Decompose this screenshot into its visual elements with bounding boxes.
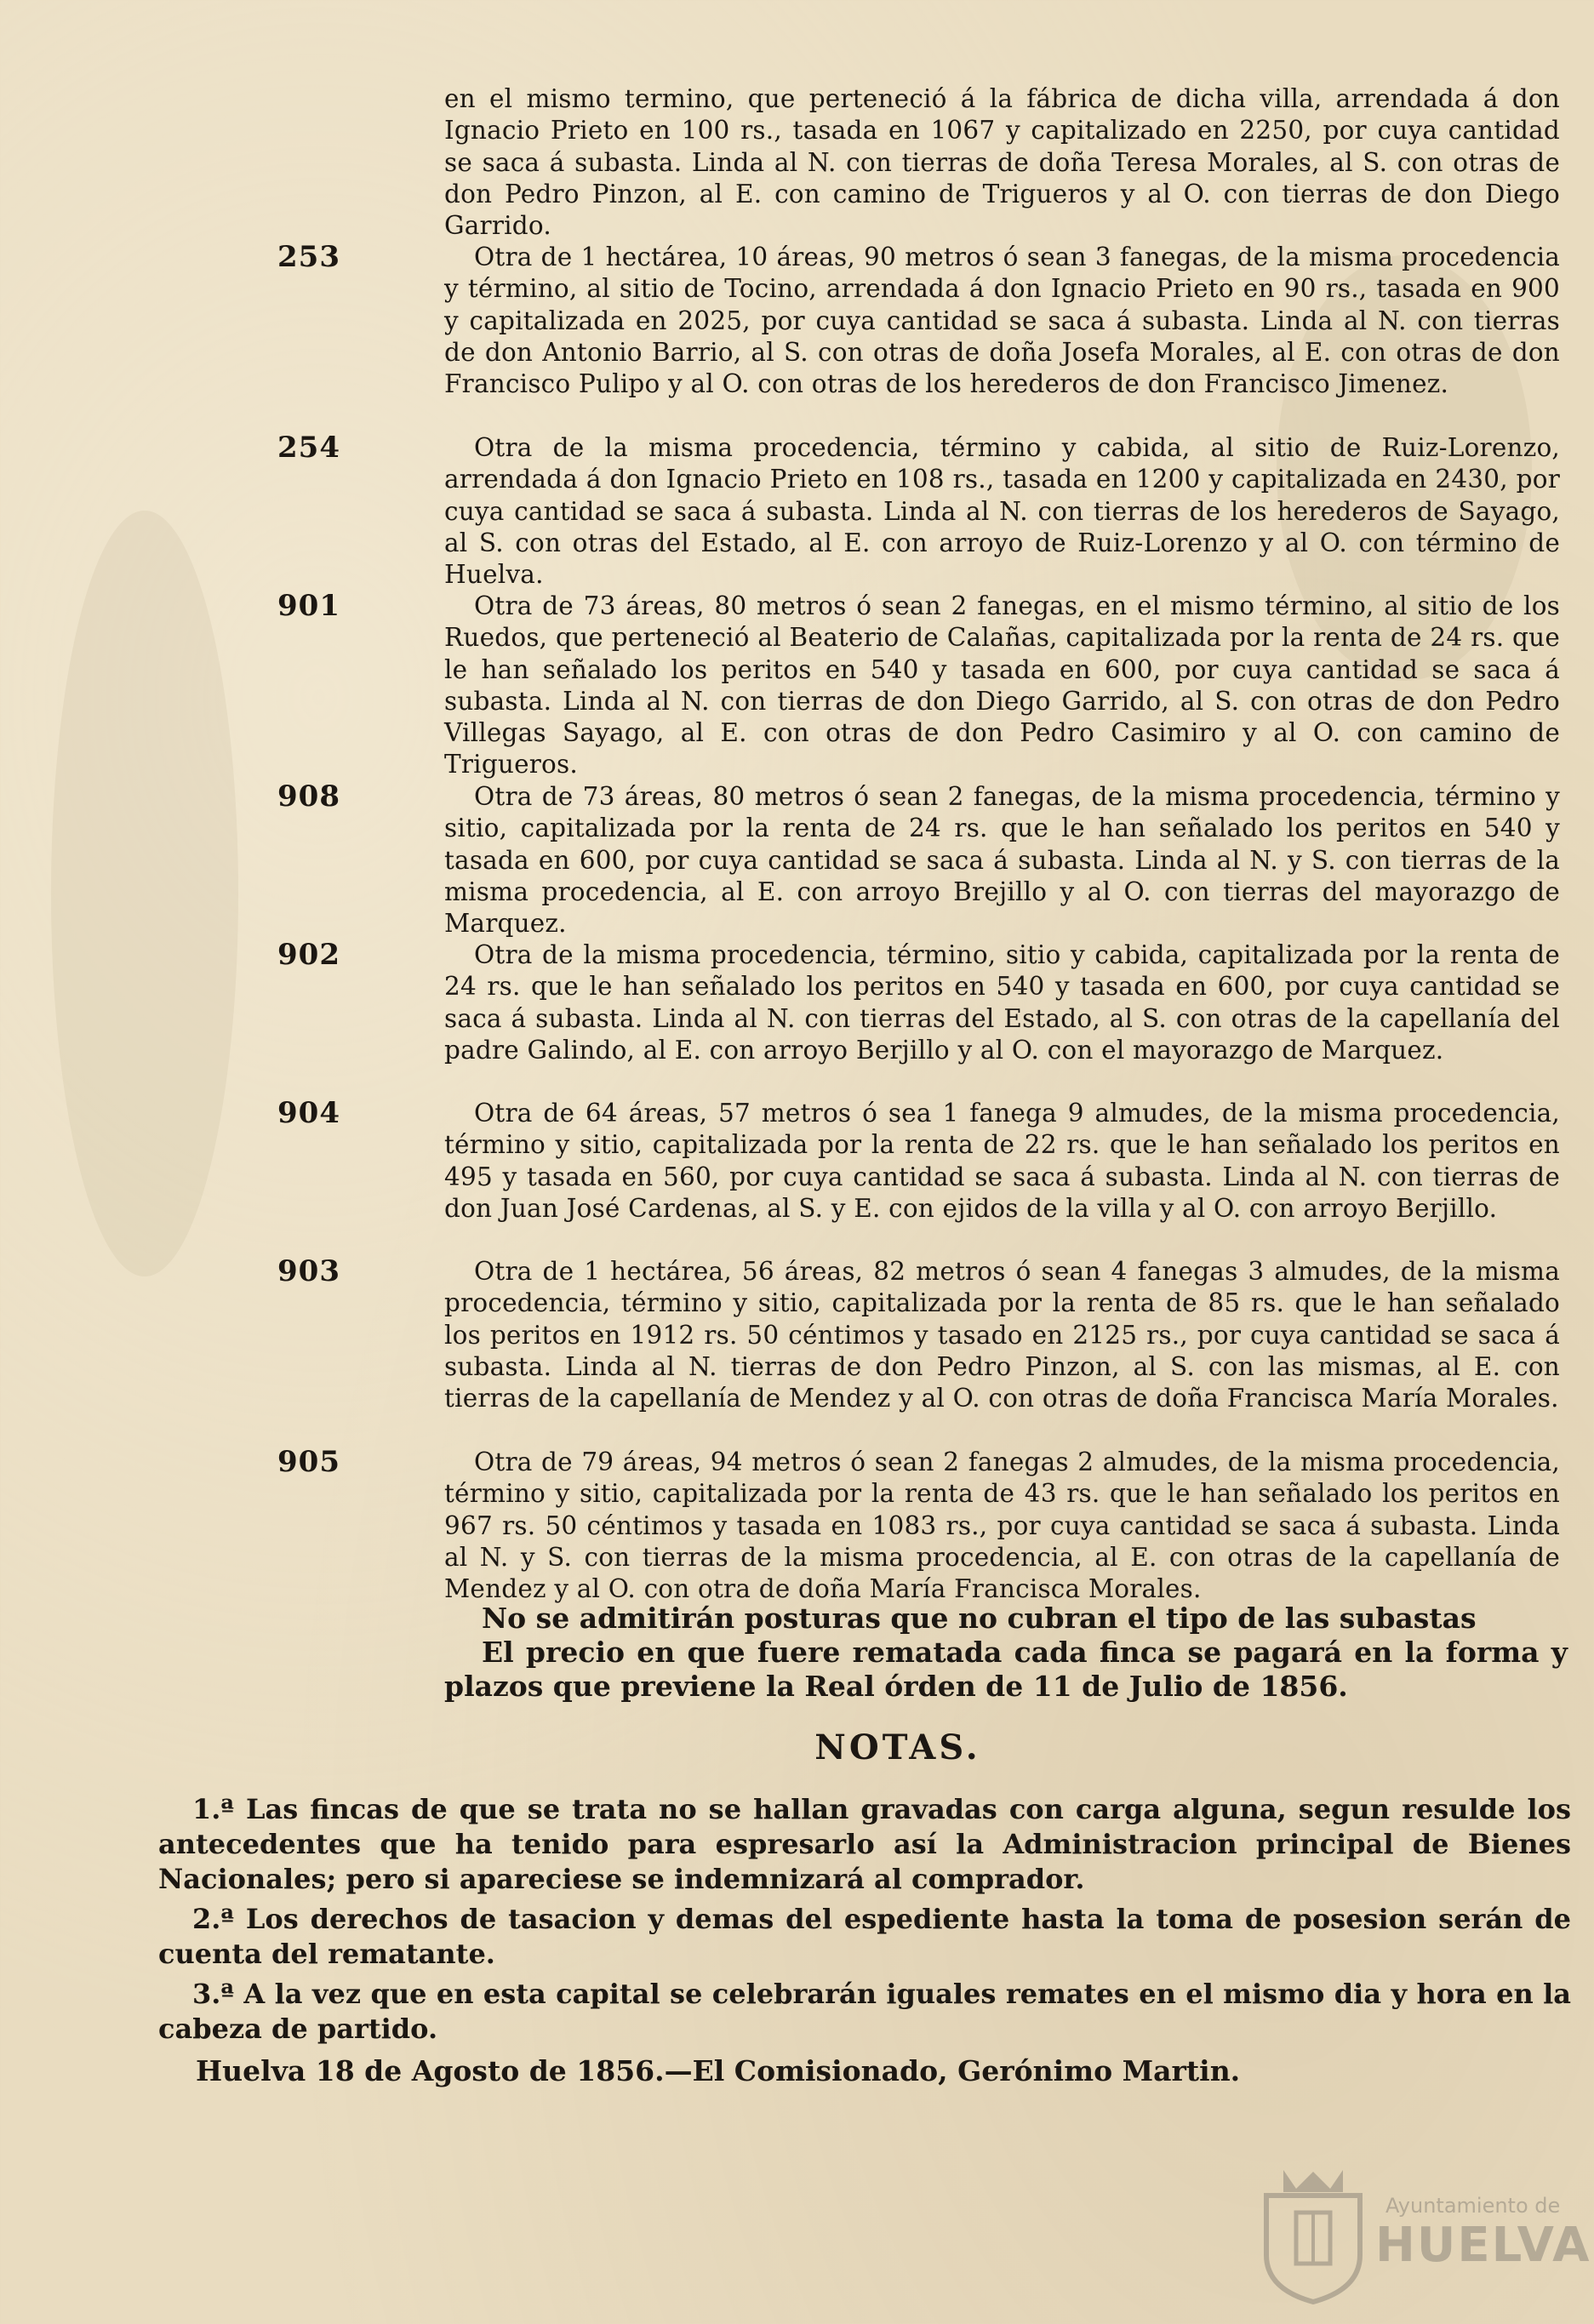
entry-continuation — [0, 83, 1594, 242]
entry-text: Otra de 73 áreas, 80 metros ó sean 2 fanegas, de la misma procedencia, término y sitio, capitalizada por la renta de 24 rs. que le han señalado los peritos en 540 y tasada en 600, por cuya cantidad se saca á subasta. Linda al N. y S. con tierras de la misma procedencia, al E. con arroyo Brejillo y al O. con tierras del mayorazgo de Marquez. — [444, 782, 1560, 939]
entry-text: Otra de la misma procedencia, término, sitio y cabida, capitalizada por la renta de 24 rs. que le han señalado los peritos en 540 y tasada en 600, por cuya cantidad se saca á subasta. Linda al N. con tierras del Estado, al S. con otras de la capellanía del padre Galindo, al E. con arroyo Berjillo y al O. con el mayorazgo de Marquez. — [444, 940, 1560, 1065]
entry-905 — [0, 1447, 1594, 1605]
entry-number: 903 — [277, 1254, 340, 1288]
notes-heading: NOTAS. — [814, 1727, 981, 1767]
note-item: 3.ª A la vez que en esta capital se celebrarán iguales remates en el mismo dia y hora en la cabeza de partido. — [158, 1978, 1571, 2045]
entry-253 — [0, 242, 1594, 432]
entry-number: 905 — [277, 1445, 340, 1479]
note-item: 2.ª Los derechos de tasacion y demas del espediente hasta la toma de posesion serán de cuenta del rematante. — [158, 1903, 1571, 1970]
notes-list — [158, 1792, 1571, 2052]
entry-903 — [0, 1256, 1594, 1447]
entry-text: Otra de 79 áreas, 94 metros ó sean 2 fanegas 2 almudes, de la misma procedencia, término y sitio, capitalizada por la renta de 43 rs. que le han señalado los peritos en 967 rs. 50 céntimos y tasada en 1083 rs., por cuya cantidad se saca á subasta. Linda al N. y S. con tierras de la misma procedencia, al E. con otras de la capellanía de Mendez y al O. con otra de doña María Francisca Morales. — [444, 1448, 1560, 1604]
archive-watermark — [1232, 2144, 1591, 2315]
entry-text: Otra de 1 hectárea, 10 áreas, 90 metros ó sean 3 fanegas, de la misma procedencia y término, al sitio de Tocino, arrendada á don Ignacio Prieto en 90 rs., tasada en 900 y capitalizada en 2025, por cuya cantidad se saca á subasta. Linda al N. con tierras de don Antonio Barrio, al S. con otras de doña Josefa Morales, al E. con otras de don Francisco Pulipo y al O. con otras de los herederos de don Francisco Jimenez. — [444, 243, 1560, 399]
entry-254 — [0, 432, 1594, 591]
note-item: 1.ª Las fincas de que se trata no se hallan gravadas con carga alguna, segun resulde los antecedentes que ha tenido para espresarlo así la Administracion principal de Bienes Nacionales; pero si apareciese se indemnizará al comprador. — [158, 1793, 1571, 1895]
watermark-city: HUELVA — [1375, 2218, 1591, 2273]
closing-line: El precio en que fuere rematada cada finca se pagará en la forma y plazos que previene la Real órden de 11 de Julio de 1856. — [444, 1636, 1568, 1703]
watermark-label: Ayuntamiento de — [1385, 2194, 1561, 2218]
entry-number: 908 — [277, 779, 340, 814]
entry-902 — [0, 939, 1594, 1098]
closing-clauses — [444, 1602, 1568, 1704]
coat-of-arms-icon — [1249, 2161, 1377, 2306]
closing-line: No se admitirán posturas que no cubran el tipo de las subastas — [482, 1602, 1477, 1635]
signature-line: Huelva 18 de Agosto de 1856.—El Comisionado, Gerónimo Martin. — [196, 2054, 1241, 2087]
entry-number: 901 — [277, 589, 340, 623]
entry-908 — [0, 781, 1594, 939]
property-entries — [0, 83, 1594, 1605]
entry-text: en el mismo termino, que perteneció á la fábrica de dicha villa, arrendada á don Ignacio Prieto en 100 rs., tasada en 1067 y capitalizado en 2250, por cuya cantidad se saca á subasta. Linda al N. con tierras de doña Teresa Morales, al S. con otras de don Pedro Pinzon, al E. con camino de Trigueros y al O. con tierras de don Diego Garrido. — [444, 84, 1560, 241]
entry-number: 902 — [277, 938, 340, 972]
entry-number: 254 — [277, 431, 340, 465]
entry-901 — [0, 591, 1594, 781]
entry-904 — [0, 1098, 1594, 1256]
entry-number: 253 — [277, 240, 340, 274]
entry-number: 904 — [277, 1096, 340, 1130]
entry-text: Otra de 1 hectárea, 56 áreas, 82 metros ó sean 4 fanegas 3 almudes, de la misma procedencia, término y sitio, capitalizada por la renta de 85 rs. que le han señalado los peritos en 1912 rs. 50 céntimos y tasado en 2125 rs., por cuya cantidad se saca á subasta. Linda al N. tierras de don Pedro Pinzon, al S. con las mismas, al E. con tierras de la capellanía de Mendez y al O. con otras de doña Francisca María Morales. — [444, 1257, 1560, 1413]
entry-text: Otra de 64 áreas, 57 metros ó sea 1 fanega 9 almudes, de la misma procedencia, término y sitio, capitalizada por la renta de 22 rs. que le han señalado los peritos en 495 y tasada en 560, por cuya cantidad se saca á subasta. Linda al N. con tierras de don Juan José Cardenas, al S. y E. con ejidos de la villa y al O. con arroyo Berjillo. — [444, 1099, 1560, 1223]
entry-text: Otra de 73 áreas, 80 metros ó sean 2 fanegas, en el mismo término, al sitio de los Ruedos, que perteneció al Beaterio de Calañas, capitalizada por la renta de 24 rs. que le han señalado los peritos en 540 y tasada en 600, por cuya cantidad se saca á subasta. Linda al N. con tierras de don Diego Garrido, al S. con otras de don Pedro Villegas Sayago, al E. con otras de don Pedro Casimiro y al O. con camino de Trigueros. — [444, 591, 1560, 779]
entry-text: Otra de la misma procedencia, término y cabida, al sitio de Ruiz-Lorenzo, arrendada á don Ignacio Prieto en 108 rs., tasada en 1200 y capitalizada en 2430, por cuya cantidad se saca á subasta. Linda al N. con tierras de los herederos de Sayago, al S. con otras del Estado, al E. con arroyo de Ruiz-Lorenzo y al O. con término de Huelva. — [444, 433, 1560, 590]
